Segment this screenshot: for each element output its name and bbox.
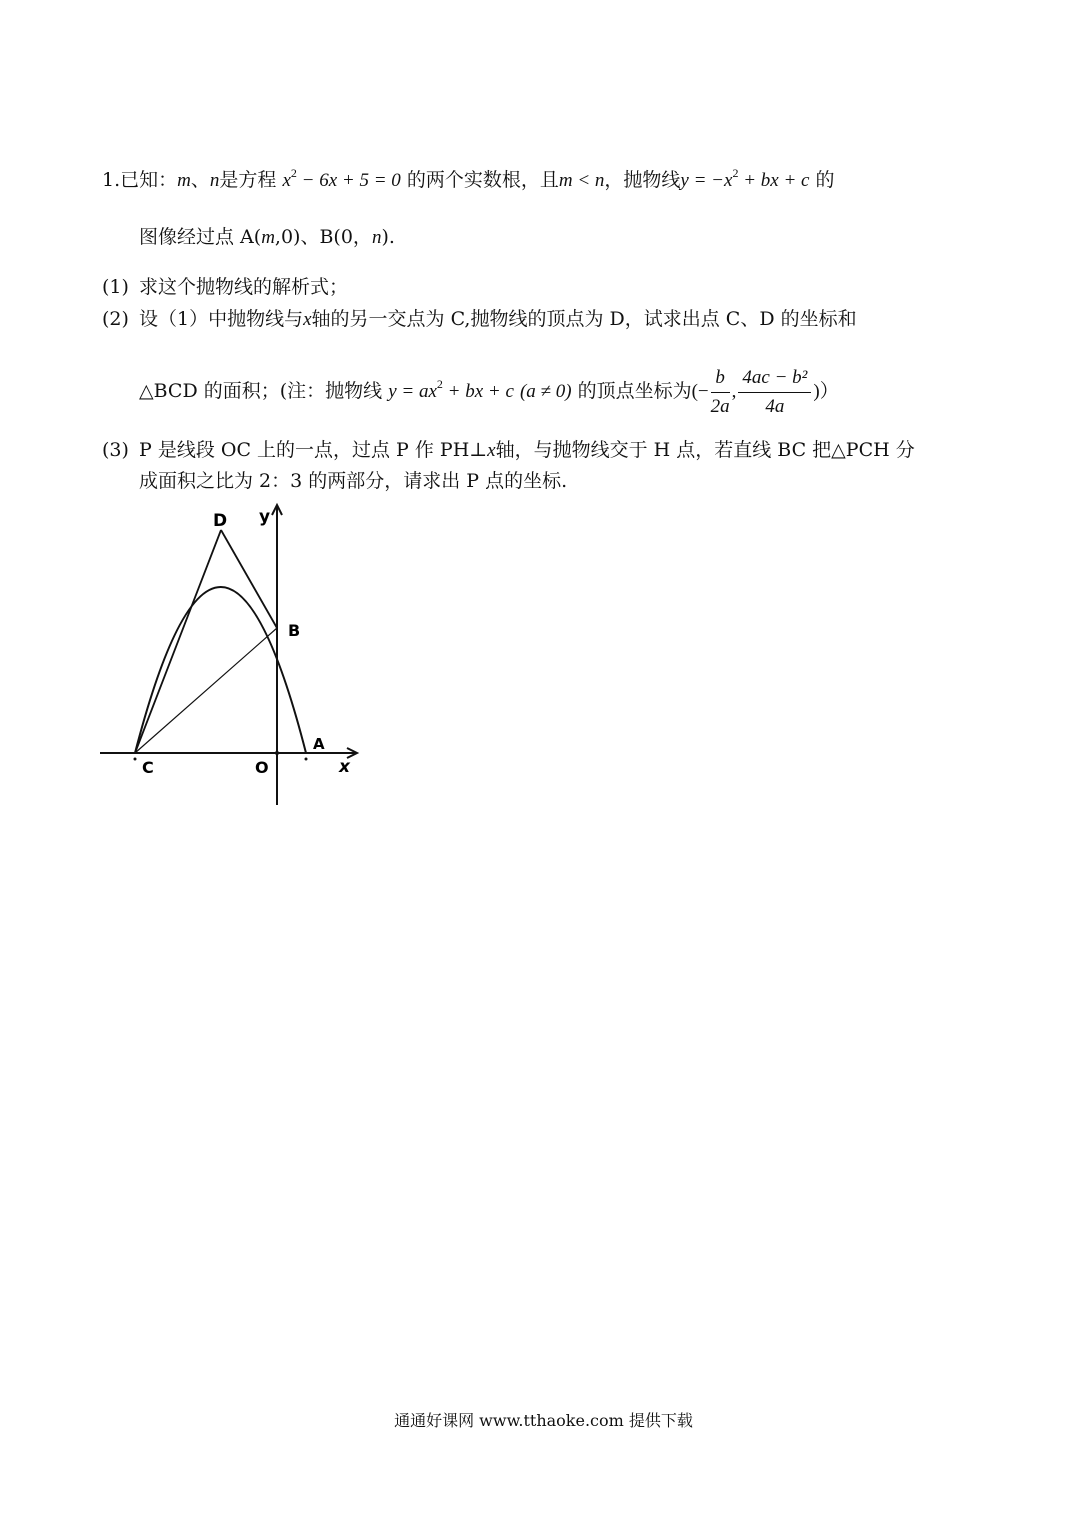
parabola-figure: [95, 500, 375, 815]
eq-part: − 6x + 5 = 0: [296, 170, 401, 191]
paren-close: ): [813, 381, 820, 402]
question-2-line-2: [139, 354, 839, 416]
tick-A: [305, 758, 308, 761]
eq-part: y = −x: [680, 170, 733, 191]
question-3-line-2: [139, 468, 567, 494]
fraction-vertex-y: [738, 366, 811, 419]
text-fragment: 的两个实数根，且: [406, 169, 559, 191]
question-1: [102, 274, 348, 300]
text-fragment: ).: [381, 226, 395, 248]
paren-open: (−: [691, 381, 709, 402]
condition: (a ≠ 0): [519, 381, 572, 402]
question-number: (3): [102, 439, 129, 461]
denominator: 4a: [765, 395, 785, 417]
equation-general-parabola: [388, 377, 514, 402]
label-C: C: [142, 758, 154, 777]
tick-C: [134, 758, 137, 761]
text-fragment: 轴的另一交点为 C,抛物线的顶点为 D，试求出点 C、D 的坐标和: [311, 308, 857, 330]
text-fragment: ,0)、B(0，: [274, 226, 372, 248]
numerator: b: [711, 366, 730, 393]
problem-line-1: [102, 160, 835, 194]
segment-CB: [135, 628, 277, 753]
problem-line-2: [139, 224, 395, 251]
inequality: m < n: [558, 170, 605, 191]
equation-parabola: [680, 166, 810, 191]
question-3-line-1: [102, 437, 915, 464]
question-2-line-1: [102, 306, 857, 333]
question-text: 求这个抛物线的解析式；: [139, 276, 349, 298]
eq-part: + bx + c: [442, 381, 514, 402]
label-A: A: [313, 735, 325, 753]
eq-exponent: 2: [436, 377, 443, 391]
eq-exponent: 2: [732, 166, 739, 180]
paren-end: ）: [819, 380, 839, 402]
eq-exponent: 2: [290, 166, 297, 180]
eq-part: x: [282, 170, 291, 191]
problem-prefix: 1.已知：: [102, 169, 178, 191]
separator: 、: [190, 169, 210, 191]
denominator: 2a: [710, 395, 730, 417]
var-m: m: [177, 170, 191, 191]
numerator: 4ac − b²: [738, 366, 811, 393]
text-fragment: 设（1）中抛物线与: [139, 308, 304, 330]
label-O: O: [255, 758, 269, 777]
text-fragment: 是方程: [219, 169, 277, 191]
var-x: x: [303, 309, 312, 330]
text-fragment: 成面积之比为 2：3 的两部分，请求出 P 点的坐标.: [139, 470, 568, 492]
label-x: x: [339, 757, 350, 777]
comma: ,: [731, 381, 737, 402]
var-x: x: [487, 440, 496, 461]
text-fragment: ，抛物线: [604, 169, 681, 191]
point-O: [275, 751, 279, 755]
parabola-curve: [135, 587, 306, 753]
label-B: B: [288, 621, 301, 640]
text-fragment: P 是线段 OC 上的一点，过点 P 作 PH⊥: [139, 439, 488, 461]
text-fragment: △BCD 的面积；(注：抛物线: [139, 380, 383, 402]
segment-DB: [221, 530, 277, 628]
equation-quadratic: [282, 166, 401, 191]
var-n: n: [209, 170, 220, 191]
text-fragment: 图像经过点 A(: [139, 226, 262, 248]
segment-CD: [135, 530, 221, 753]
label-y: y: [259, 507, 271, 527]
text-fragment: 的: [815, 169, 835, 191]
text-fragment: 轴，与抛物线交于 H 点，若直线 BC 把△PCH 分: [495, 439, 915, 461]
question-number: (2): [102, 308, 129, 330]
page-footer: 通通好课网 www.tthaoke.com 提供下载: [394, 1411, 693, 1430]
eq-part: y = ax: [388, 381, 437, 402]
var-m: m: [261, 227, 275, 248]
fraction-vertex-x: [711, 366, 730, 419]
var-n: n: [371, 227, 382, 248]
label-D: D: [213, 511, 228, 531]
text-fragment: 的顶点坐标为: [577, 380, 692, 402]
eq-part: + bx + c: [738, 170, 810, 191]
question-number: (1): [102, 276, 129, 298]
